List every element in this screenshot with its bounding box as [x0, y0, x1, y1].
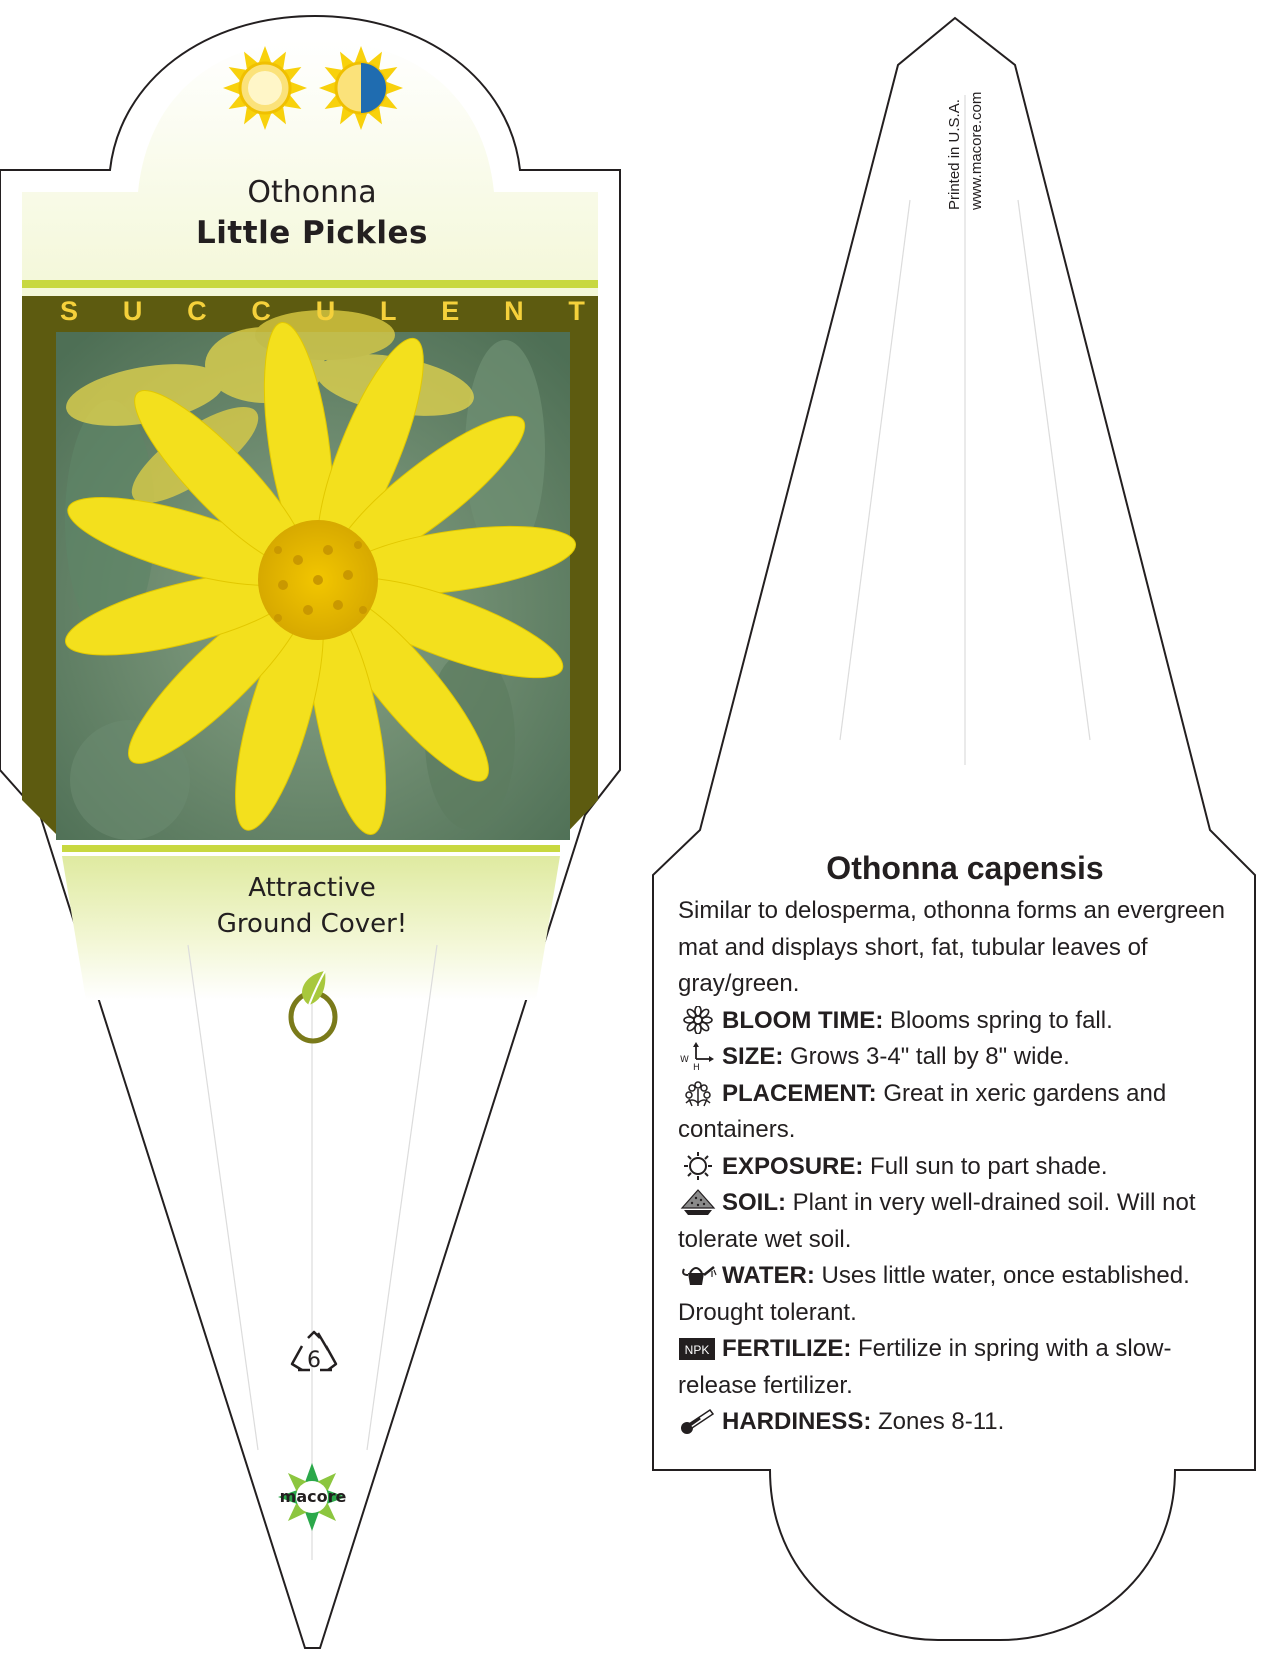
category-label	[60, 296, 585, 330]
placement-icon	[678, 1079, 718, 1107]
water-text: Uses little water, once established. Drought tolerant.	[678, 1262, 1190, 1326]
seed-leaf-icon	[285, 965, 341, 1045]
flower-photo	[56, 310, 580, 841]
size-label: SIZE:	[722, 1043, 784, 1070]
size-text: Grows 3-4" tall by 8" wide.	[790, 1043, 1070, 1070]
care-row-hardiness	[678, 1404, 1243, 1441]
category-letter: L	[380, 296, 397, 326]
care-row-fertilize	[678, 1331, 1243, 1404]
category-letter: U	[315, 296, 336, 326]
size-icon-w: W	[680, 1055, 689, 1065]
cultivar-name: Little Pickles	[196, 215, 428, 251]
species-name: Othonna capensis	[826, 850, 1104, 886]
soil-text: Plant in very well-drained soil. Will not tolerate wet soil.	[678, 1189, 1196, 1253]
exposure-label: EXPOSURE:	[722, 1152, 864, 1180]
care-row-bloom	[678, 1003, 1243, 1040]
fertilize-label: FERTILIZE:	[722, 1335, 852, 1362]
hardiness-text: Zones 8-11.	[878, 1408, 1005, 1435]
size-icon-h: H	[693, 1063, 700, 1070]
care-row-size	[678, 1039, 1243, 1076]
bloom-label: BLOOM TIME:	[722, 1006, 884, 1034]
recycle-code: 6	[307, 1348, 321, 1373]
hardiness-label: HARDINESS:	[722, 1408, 872, 1435]
watering-can-icon	[678, 1261, 718, 1289]
npk-text: NPK	[684, 1343, 710, 1357]
care-info	[678, 893, 1243, 1441]
care-row-water	[678, 1258, 1243, 1331]
tagline-line-1: Attractive	[248, 873, 376, 903]
bloom-text: Blooms spring to fall.	[889, 1006, 1113, 1034]
soil-icon	[678, 1188, 718, 1216]
category-letter: S	[60, 296, 79, 326]
care-row-exposure	[678, 1149, 1243, 1186]
full-sun-icon	[222, 45, 308, 131]
category-letter: T	[568, 296, 585, 326]
website: www.macore.com	[968, 91, 985, 210]
print-info	[944, 60, 985, 230]
tagline-line-2: Ground Cover!	[216, 909, 408, 939]
care-row-placement	[678, 1076, 1243, 1149]
water-label: WATER:	[722, 1262, 815, 1289]
exposure-text: Full sun to part shade.	[870, 1152, 1108, 1180]
placement-text: Great in xeric gardens and containers.	[678, 1079, 1167, 1143]
category-letter: C	[251, 296, 271, 326]
npk-icon	[678, 1334, 718, 1362]
thermometer-icon	[678, 1407, 718, 1435]
category-letter: N	[504, 296, 524, 326]
category-letter: C	[187, 296, 207, 326]
fertilize-text: Fertilize in spring with a slow-release fertilizer.	[678, 1335, 1172, 1399]
size-icon	[678, 1042, 718, 1070]
description: Similar to delosperma, othonna forms an evergreen mat and displays short, fat, tubular leaves of gray/green.	[678, 897, 1225, 997]
category-letter: U	[122, 296, 143, 326]
part-sun-icon	[318, 45, 404, 131]
genus-name: Othonna	[247, 175, 377, 210]
printed-in: Printed in U.S.A.	[946, 99, 963, 210]
care-row-soil	[678, 1185, 1243, 1258]
soil-label: SOIL:	[722, 1189, 786, 1216]
category-letter: E	[441, 296, 460, 326]
sun-outline-icon	[678, 1152, 718, 1180]
brand-name: macore	[279, 1487, 347, 1506]
flower-icon	[678, 1006, 718, 1034]
tagline	[22, 870, 602, 942]
placement-label: PLACEMENT:	[722, 1079, 877, 1107]
